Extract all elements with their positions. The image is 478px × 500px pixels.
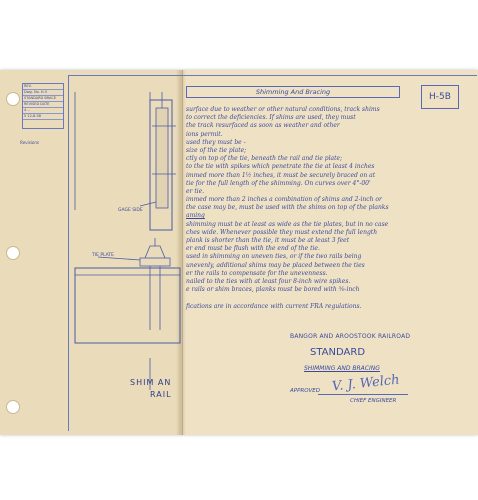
revisions-label: Revisions: [20, 140, 39, 145]
tie-plate-label: TIE PLATE: [92, 253, 114, 258]
chief-engineer-label: CHIEF ENGINEER: [350, 398, 397, 404]
text-line: used in shimming on uneven ties, or if the two rails being: [186, 253, 362, 261]
text-line: the track resurfaced as soon as weather and other: [186, 122, 340, 130]
revision-row: STANDARD BRACE: [23, 96, 63, 102]
text-line: immed more than 1½ inches, it must be securely braced on at: [186, 171, 376, 179]
text-line: ches wide. Whenever possible they must extend the full length: [186, 228, 378, 236]
drawing-sheet: [0, 70, 478, 435]
text-line: ctly on top of the tie, beneath the rail and tie plate;: [186, 155, 343, 163]
text-line: e rails or shim braces, planks must be bored with ⅝-inch: [186, 286, 360, 294]
text-line: surface due to weather or other natural conditions, track shims: [186, 106, 380, 113]
specification-text: [186, 106, 471, 311]
text-line: to correct the deficiencies. If shims are used, they must: [186, 114, 356, 122]
section-heading: aming: [186, 212, 205, 220]
drawing-title-shim: SHIM AN: [130, 378, 172, 387]
approved-label: APPROVED: [290, 388, 321, 394]
text-line: nailed to the ties with at least four 8-inch wire spikes.: [186, 277, 351, 285]
text-line: immed more than 2 inches a combination of shims and 2-inch or: [186, 196, 382, 204]
text-line: [186, 294, 471, 302]
drawing-subtitle: SHIMMING AND BRACING: [304, 365, 380, 372]
revision-row: REV.: [23, 84, 63, 90]
text-line: plank is shorter than the tie, it must be at least 3 feet: [186, 237, 350, 244]
gage-side-label: GAGE SIDE: [118, 208, 143, 213]
text-line: ions permit.: [186, 130, 223, 138]
text-line: er the rails to compensate for the unevenness.: [186, 269, 328, 277]
text-line: size of the tie plate;: [186, 146, 247, 154]
text-line: er tie.: [186, 187, 205, 195]
text-line: used they must be -: [186, 138, 246, 146]
revision-row: Dwg. No. H-5: [23, 90, 63, 96]
text-line: the case may be, must be used with the shims on top of the planks: [186, 204, 389, 212]
drawing-title-rail: RAIL: [150, 390, 172, 399]
text-line: to the tie with spikes which penetrate the tie at least 4 inches: [186, 163, 375, 171]
revision-row: 5 12-8-58: [23, 114, 63, 120]
railroad-name: BANGOR AND AROOSTOOK RAILROAD: [290, 333, 411, 340]
sheet-code: H-5B: [421, 85, 459, 109]
standard-label: STANDARD: [310, 347, 366, 358]
text-line: shimming must be at least as wide as the tie plates, but in no case: [186, 220, 389, 228]
text-line: er end must be flush with the end of the tie.: [186, 245, 320, 253]
sheet-title: Shimming And Bracing: [186, 86, 400, 98]
revision-row: REVISED DATE: [23, 102, 63, 108]
text-line: fications are in accordance with current FRA regulations.: [186, 302, 362, 310]
engineer-signature: V. J. Welch: [331, 372, 401, 395]
text-line: unevenly, additional shims may be placed between the ties: [186, 261, 365, 269]
signature-line: [318, 394, 408, 395]
revision-row: 4 --: [23, 108, 63, 114]
text-line: tie for the full length of the shimming. On curves over 4°-00': [186, 179, 371, 187]
